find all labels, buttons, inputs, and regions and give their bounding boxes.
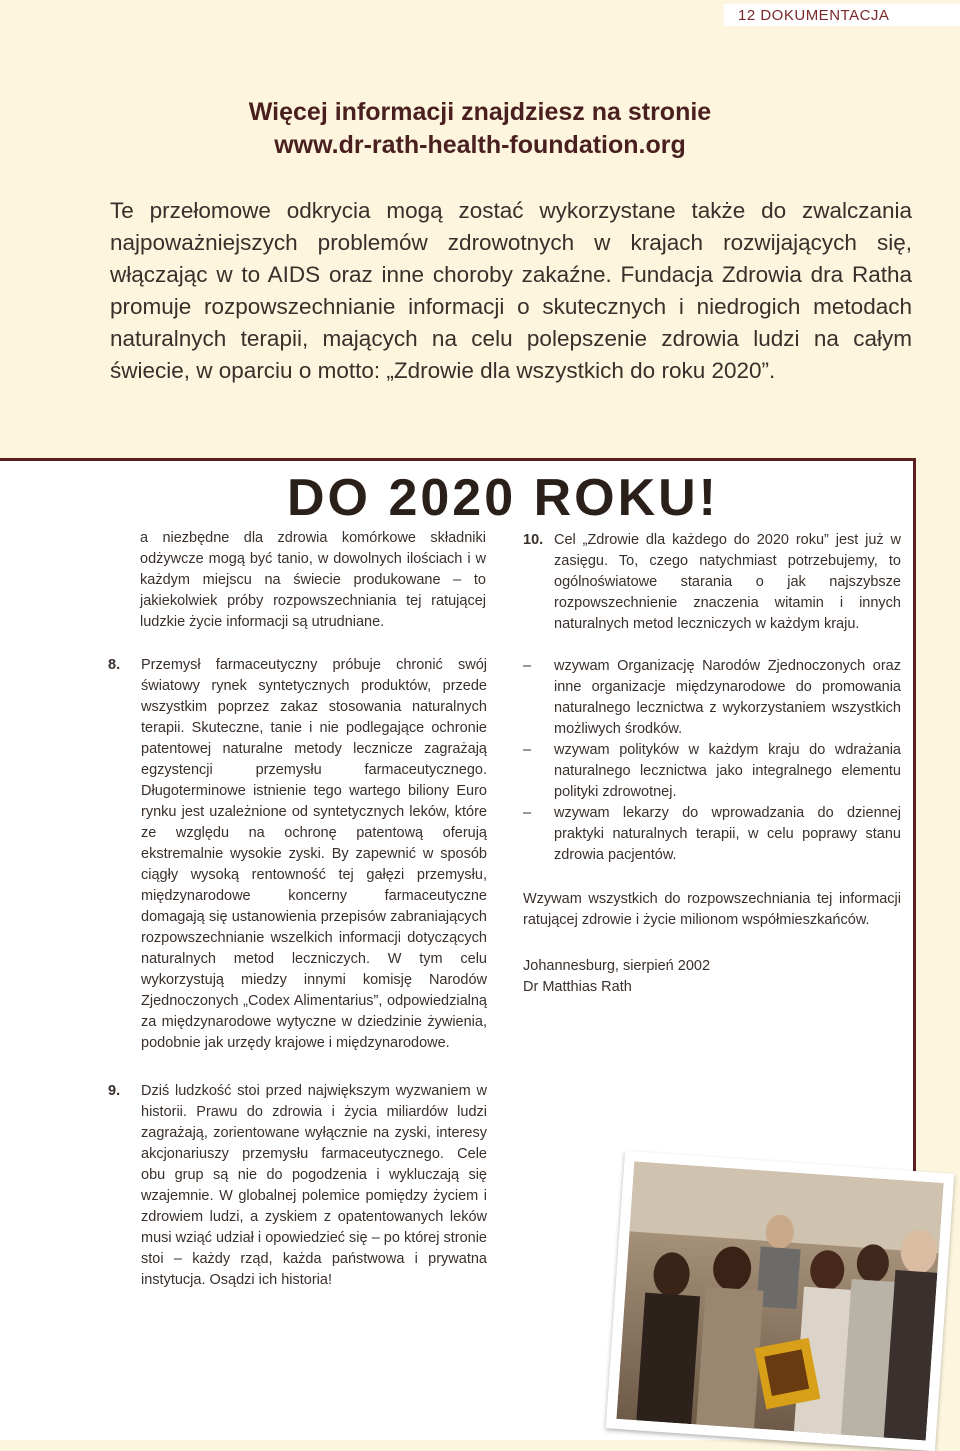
dash-bullet: – bbox=[523, 658, 532, 674]
bullet-text: wzywam polityków w każdym kraju do wdrażania naturalnego lecznictwa jako integralnego elementu polityki zdrowotnej. bbox=[554, 742, 901, 800]
intro-paragraph: Te przełomowe odkrycia mogą zostać wykorzystane także do zwalczania najpoważniejszych problemów zdrowotnych w krajach rozwijających się, włączając w to AIDS oraz inne choroby zakaźne. Fundacja Zdrowia dra Ratha promuje rozpowszechnianie informacji o skutecznych i niedrogich metodach naturalnych terapii, mających na celu polepszenie zdrowia ludzi na całym świecie, w oparciu o motto: „Zdrowie dla wszystkich do roku 2020”. bbox=[110, 198, 912, 383]
signature: Dr Matthias Rath bbox=[523, 979, 632, 995]
bullet-text: wzywam Organizację Narodów Zjednoczonych oraz inne organizacje międzynarodowe do promowania naturalnego lecznictwa z wykorzystaniem wszystkich możliwych środków. bbox=[554, 658, 901, 737]
page-header-label: 12 DOKUMENTACJA bbox=[724, 4, 960, 26]
website-link[interactable]: www.dr-rath-health-foundation.org bbox=[274, 131, 686, 159]
item-text: Cel „Zdrowie dla każdego do 2020 roku” jest już w zasięgu. To, czego natychmiast potrzebujemy, to ogólnoświatowe starania o jak najszybsze rozpowszechnienie znaczenia witamin i innych naturalnych metod leczniczych w każdym kraju. bbox=[554, 532, 901, 632]
panel-title: DO 2020 ROKU! bbox=[287, 469, 719, 527]
signature-block bbox=[523, 956, 901, 998]
group-photo-illustration bbox=[616, 1162, 943, 1441]
item-number: 10. bbox=[523, 532, 544, 548]
item-number: 9. bbox=[108, 1083, 121, 1099]
place-date: Johannesburg, sierpień 2002 bbox=[523, 958, 711, 974]
dash-bullet: – bbox=[523, 742, 532, 758]
item-number: 8. bbox=[108, 657, 121, 673]
item-text: Dziś ludzkość stoi przed największym wyzwaniem w historii. Prawu do zdrowia i życia miliardów ludzi zagrażają, zorientowane wyłącznie na zyski, interesy akcjonariuszy przemysłu farmaceutycznego. Cele obu grup są nie do pogodzenia i wykluczają się wzajemnie. W globalnej polemice pomiędzy życiem i zdrowiem ludzi, a zyskiem z opatentowanych leków musi wziąć udział i opowiedzieć się – po której stronie stoi – każdy rząd, każda państwowa i prywatna instytucja. Osądzi ich historia! bbox=[141, 1083, 487, 1288]
dash-bullet: – bbox=[523, 805, 532, 821]
appeal-list bbox=[523, 656, 901, 866]
item-text: Przemysł farmaceutyczny próbuje chronić swój światowy rynek syntetycznych produktów, przede wszystkim poprzez zakaz stosowania naturalnych terapii. Skuteczne, tanie i nie podlegające ochronie patentowej naturalne metody lecznicze zagrażają egzystencji przemysłu farmaceutycznego. Długoterminowe istnienie tego wartego biliony Euro rynku jest uzależnione od syntetycznych leków, które ze względu na ochronę patentową oferują ekstremalnie wysokie zyski. By zapewnić w sposób ciągły wysoką rentowność tej gałęzi przemysłu, międzynarodowe koncerny farmaceutyczne domagają się ustanowienia przepisów zabraniających rozpowszechnianie wszelkich informacji dotyczących naturalnych metod leczniczych. W tym celu wykorzystują miedzy innymi komisję Narodów Zjednoczonych „Codex Alimentarius”, odpowiedzialną za międzynarodowe wytyczne w dziedzinie żywienia, podobnie jak urzędy krajowe i międzynarodowe. bbox=[141, 657, 487, 1051]
list-item bbox=[523, 656, 901, 740]
info-heading-line1: Więcej informacji znajdziesz na stronie bbox=[248, 98, 712, 126]
bullet-text: wzywam lekarzy do wprowadzania do dziennej praktyki naturalnych terapii, w celu poprawy stanu zdrowia pacjentów. bbox=[554, 805, 901, 863]
left-intro-paragraph: a niezbędne dla zdrowia komórkowe składniki odżywcze mogą być tanio, w dowolnych ilościach i w każdym miejscu na świecie produkowane – to jakiekolwiek próby rozpowszechniania tej ratującej ludzkie życie informacji są utrudniane. bbox=[140, 530, 486, 630]
closing-paragraph: Wzywam wszystkich do rozpowszechniania tej informacji ratującej zdrowie i życie milionom współmieszkańców. bbox=[523, 891, 901, 928]
list-item bbox=[523, 803, 901, 866]
info-heading bbox=[180, 96, 780, 162]
list-item bbox=[523, 740, 901, 803]
group-photo bbox=[606, 1151, 955, 1451]
